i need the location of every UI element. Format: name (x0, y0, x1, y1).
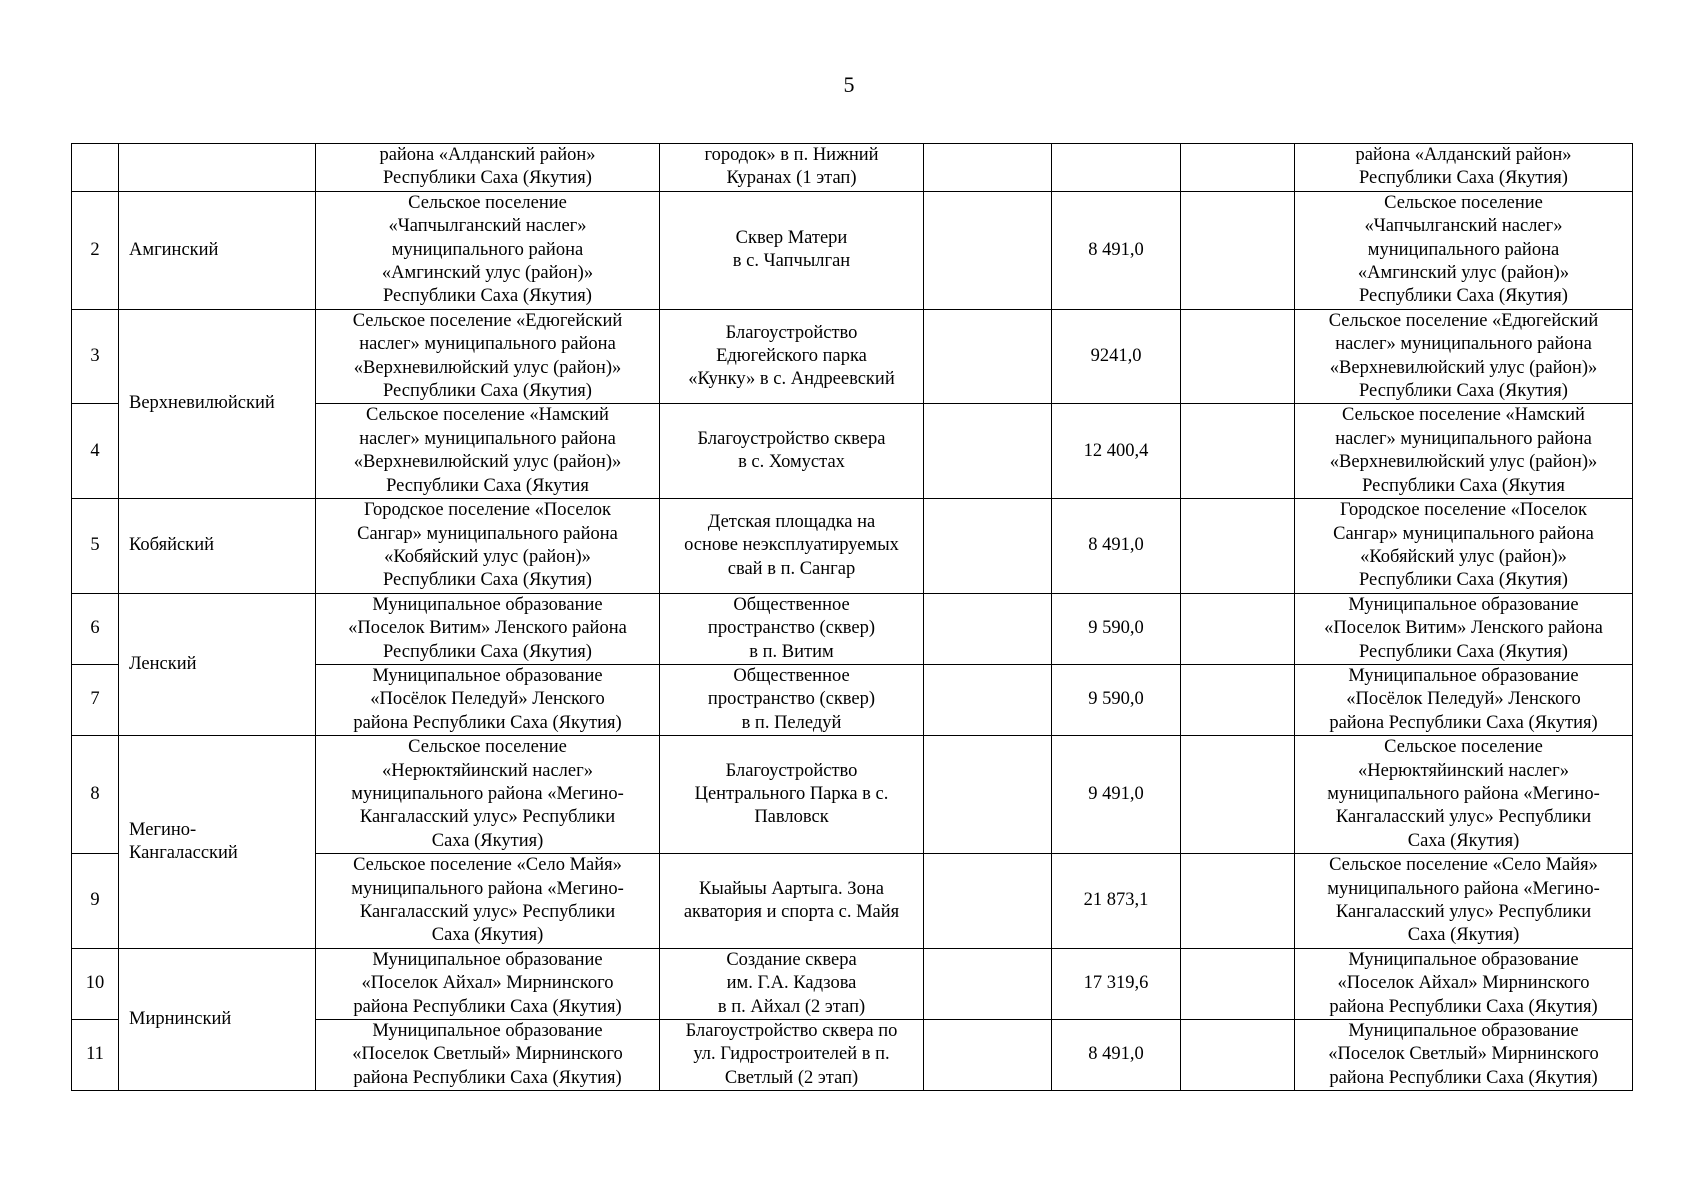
recipient-cell-line: Муниципальное образование (1348, 594, 1579, 615)
municipality-cell-line: Сельское поселение (408, 192, 567, 213)
recipient-cell-line: Саха (Якутия) (1407, 925, 1520, 946)
recipient-cell-line: Сельское поселение (1384, 192, 1543, 213)
row-number-cell: 3 (72, 309, 119, 404)
recipient-cell (1295, 948, 1633, 1019)
recipient-cell-line: Муниципальное образование (1348, 665, 1579, 686)
municipality-cell-line: «Верхневилюйский улус (район)» (353, 357, 622, 378)
municipality-cell (316, 736, 660, 854)
recipient-cell-line: «Нерюктяйинский наслег» (1358, 760, 1569, 781)
empty-cell (924, 948, 1052, 1019)
amount-cell: 9241,0 (1052, 309, 1181, 404)
district-cell (119, 948, 316, 1090)
amount-cell: 9 590,0 (1052, 664, 1181, 735)
recipient-cell-line: муниципального района «Мегино- (1327, 783, 1600, 804)
municipality-cell (316, 499, 660, 594)
empty-cell (1181, 309, 1295, 404)
municipality-cell-line: района Республики Саха (Якутия) (353, 1067, 622, 1088)
municipality-cell-line: муниципального района (391, 239, 584, 260)
recipient-cell-line: района Республики Саха (Якутия) (1329, 712, 1598, 733)
object-cell-line: Благоустройство сквера (697, 428, 886, 449)
empty-cell (1181, 664, 1295, 735)
recipient-cell-line: Муниципальное образование (1348, 1021, 1579, 1042)
empty-cell (924, 736, 1052, 854)
page-number: 5 (843, 72, 855, 97)
recipient-cell-line: муниципального района (1367, 239, 1560, 260)
recipient-cell-line: Кангаласский улус» Республики (1335, 807, 1592, 828)
empty-cell (924, 144, 1052, 192)
row-number-cell: 9 (72, 854, 119, 949)
object-cell-line: Светлый (2 этап) (724, 1067, 859, 1088)
row-number-cell: 8 (72, 736, 119, 854)
municipality-cell-line: района Республики Саха (Якутия) (353, 712, 622, 733)
recipient-cell-line: муниципального района «Мегино- (1327, 878, 1600, 899)
municipality-cell-line: Муниципальное образование (372, 594, 603, 615)
empty-cell (924, 1020, 1052, 1091)
municipality-cell (316, 191, 660, 309)
recipient-cell-line: Сангар» муниципального района (1333, 523, 1594, 544)
object-cell-line: Детская площадка на (707, 511, 876, 532)
amount-cell (1052, 144, 1181, 192)
municipality-cell-line: Муниципальное образование (372, 949, 603, 970)
row-number-cell: 11 (72, 1020, 119, 1091)
empty-cell (1181, 593, 1295, 664)
object-cell (660, 854, 924, 949)
municipality-cell-line: Сельское поселение «Село Майя» (353, 855, 622, 876)
municipality-cell-line: «Поселок Айхал» Мирнинского (361, 973, 614, 994)
district-cell (119, 593, 316, 735)
recipient-cell-line: Республики Саха (Якутия) (1359, 641, 1568, 662)
object-cell-line: пространство (сквер) (707, 618, 876, 639)
empty-cell (1181, 499, 1295, 594)
recipient-cell-line: Сельское поселение «Едюгейский (1328, 310, 1599, 331)
empty-cell (1181, 191, 1295, 309)
municipality-cell-line: «Чапчылганский наслег» (388, 216, 587, 237)
amount-cell: 17 319,6 (1052, 948, 1181, 1019)
municipality-cell (316, 948, 660, 1019)
recipient-cell-line: Республики Саха (Якутия (1362, 475, 1565, 496)
recipient-cell-line: «Верхневилюйский улус (район)» (1329, 357, 1598, 378)
municipality-cell-line: «Поселок Светлый» Мирнинского (352, 1044, 623, 1065)
table-row (72, 948, 1633, 1019)
district-cell-line: Верхневилюйский (129, 393, 275, 414)
district-cell (119, 499, 316, 594)
recipient-cell (1295, 191, 1633, 309)
recipient-cell (1295, 404, 1633, 499)
object-cell (660, 736, 924, 854)
municipality-cell (316, 854, 660, 949)
object-cell-line: ул. Гидростроителей в п. (693, 1044, 890, 1065)
object-cell (660, 593, 924, 664)
empty-cell (1181, 404, 1295, 499)
object-cell-line: «Кунку» в с. Андреевский (688, 369, 895, 390)
empty-cell (924, 664, 1052, 735)
municipality-cell (316, 1020, 660, 1091)
recipient-cell-line: Саха (Якутия) (1407, 830, 1520, 851)
recipient-cell-line: наслег» муниципального района (1335, 428, 1592, 449)
recipient-cell-line: Кангаласский улус» Республики (1335, 902, 1592, 922)
recipient-cell-line: Республики Саха (Якутия) (1359, 381, 1568, 402)
district-cell (119, 144, 316, 192)
object-cell-line: Едюгейского парка (716, 345, 867, 366)
municipality-cell-line: Республики Саха (Якутия) (383, 168, 592, 189)
recipient-cell-line: Республики Саха (Якутия) (1359, 168, 1568, 189)
municipality-cell-line: Республики Саха (Якутия) (383, 381, 592, 402)
municipality-cell-line: Сангар» муниципального района (357, 523, 618, 544)
municipality-cell (316, 664, 660, 735)
district-cell (119, 309, 316, 498)
empty-cell (1181, 1020, 1295, 1091)
row-number-cell: 5 (72, 499, 119, 594)
recipient-cell (1295, 1020, 1633, 1091)
recipient-cell (1295, 664, 1633, 735)
municipality-cell-line: Республики Саха (Якутия) (383, 641, 592, 662)
district-cell-line: Амгинский (129, 239, 219, 260)
amount-cell: 9 491,0 (1052, 736, 1181, 854)
empty-cell (1181, 144, 1295, 192)
object-cell-line: Благоустройство (725, 322, 858, 343)
recipient-cell-line: района Республики Саха (Якутия) (1329, 1067, 1598, 1088)
amount-cell: 9 590,0 (1052, 593, 1181, 664)
municipality-cell (316, 144, 660, 192)
municipality-cell-line: «Посёлок Пеледуй» Ленского (370, 689, 605, 710)
row-number-cell: 6 (72, 593, 119, 664)
object-cell-line: основе неэксплуатируемых (684, 535, 899, 556)
amount-cell: 12 400,4 (1052, 404, 1181, 499)
object-cell-line: свай в п. Сангар (727, 558, 856, 579)
district-cell-line: Мегино- (129, 819, 197, 840)
amount-cell: 8 491,0 (1052, 191, 1181, 309)
empty-cell (924, 499, 1052, 594)
recipient-cell-line: «Кобяйский улус (район)» (1360, 546, 1567, 567)
recipient-cell (1295, 854, 1633, 949)
object-cell (660, 1020, 924, 1091)
recipient-cell (1295, 736, 1633, 854)
object-cell-line: Создание сквера (726, 949, 857, 970)
recipient-cell (1295, 309, 1633, 404)
recipient-cell-line: Республики Саха (Якутия) (1359, 570, 1568, 591)
municipality-cell-line: муниципального района «Мегино- (351, 878, 624, 899)
object-cell (660, 309, 924, 404)
municipality-cell-line: Сельское поселение «Намский (366, 405, 609, 426)
object-cell (660, 404, 924, 499)
object-cell-line: Куранах (1 этап) (726, 168, 857, 189)
municipality-cell-line: Муниципальное образование (372, 1021, 603, 1042)
recipient-cell-line: «Чапчылганский наслег» (1364, 216, 1563, 237)
recipient-cell-line: «Поселок Айхал» Мирнинского (1337, 973, 1590, 994)
empty-cell (1181, 948, 1295, 1019)
object-cell-line: в п. Айхал (2 этап) (717, 996, 866, 1017)
row-number-cell: 7 (72, 664, 119, 735)
row-number-cell (72, 144, 119, 192)
recipient-cell-line: «Посёлок Пеледуй» Ленского (1346, 689, 1581, 710)
row-number-cell: 10 (72, 948, 119, 1019)
recipient-cell-line: Муниципальное образование (1348, 949, 1579, 970)
municipality-cell-line: «Нерюктяйинский наслег» (382, 760, 593, 781)
object-cell (660, 948, 924, 1019)
subsidy-table (71, 143, 1633, 1091)
municipality-cell-line: «Амгинский улус (район)» (381, 263, 594, 284)
empty-cell (1181, 736, 1295, 854)
row-number-cell: 2 (72, 191, 119, 309)
recipient-cell (1295, 144, 1633, 192)
object-cell-line: городок» в п. Нижний (704, 145, 879, 165)
municipality-cell-line: наслег» муниципального района (359, 334, 616, 355)
recipient-cell-line: «Поселок Светлый» Мирнинского (1328, 1044, 1599, 1065)
municipality-cell (316, 404, 660, 499)
empty-cell (924, 309, 1052, 404)
table-row (72, 736, 1633, 854)
municipality-cell-line: Кангаласский улус» Республики (359, 807, 616, 828)
object-cell-line: в п. Витим (749, 641, 834, 662)
object-cell-line: акватория и спорта с. Майя (683, 902, 900, 922)
object-cell-line: пространство (сквер) (707, 689, 876, 710)
empty-cell (1181, 854, 1295, 949)
empty-cell (924, 404, 1052, 499)
recipient-cell-line: района Республики Саха (Якутия) (1329, 996, 1598, 1017)
district-cell-line: Мирнинский (129, 1008, 232, 1029)
district-cell-line: Ленский (129, 653, 197, 674)
object-cell (660, 144, 924, 192)
municipality-cell-line: Кангаласский улус» Республики (359, 902, 616, 922)
recipient-cell-line: наслег» муниципального района (1335, 334, 1592, 355)
recipient-cell-line: Сельское поселение «Намский (1342, 405, 1585, 426)
row-number-cell: 4 (72, 404, 119, 499)
recipient-cell (1295, 499, 1633, 594)
municipality-cell-line: Городское поселение «Поселок (363, 500, 612, 521)
amount-cell: 8 491,0 (1052, 499, 1181, 594)
object-cell (660, 664, 924, 735)
object-cell-line: им. Г.А. Кадзова (726, 973, 857, 994)
recipient-cell-line: Республики Саха (Якутия) (1359, 286, 1568, 307)
recipient-cell-line: района «Алданский район» (1355, 145, 1572, 165)
municipality-cell-line: наслег» муниципального района (359, 428, 616, 449)
amount-cell: 8 491,0 (1052, 1020, 1181, 1091)
municipality-cell-line: Сельское поселение (408, 737, 567, 758)
empty-cell (924, 593, 1052, 664)
district-cell-line: Кангаласский (129, 842, 238, 863)
empty-cell (924, 191, 1052, 309)
district-cell-line: Кобяйский (129, 535, 215, 556)
table-row (72, 499, 1633, 594)
recipient-cell-line: «Поселок Витим» Ленского района (1324, 618, 1603, 639)
recipient-cell-line: «Верхневилюйский улус (район)» (1329, 452, 1598, 473)
empty-cell (924, 854, 1052, 949)
object-cell-line: в с. Хомустах (738, 452, 845, 473)
object-cell-line: Благоустройство (725, 760, 858, 781)
object-cell-line: в с. Чапчылган (732, 251, 851, 272)
object-cell-line: Центрального Парка в с. (694, 783, 889, 804)
municipality-cell-line: «Кобяйский улус (район)» (384, 546, 591, 567)
municipality-cell-line: Республики Саха (Якутия) (383, 286, 592, 307)
municipality-cell-line: района Республики Саха (Якутия) (353, 996, 622, 1017)
table-body (72, 144, 1633, 1091)
object-cell-line: Павловск (754, 807, 829, 828)
municipality-cell-line: Республики Саха (Якутия) (383, 570, 592, 591)
municipality-cell-line: Муниципальное образование (372, 665, 603, 686)
municipality-cell-line: «Верхневилюйский улус (район)» (353, 452, 622, 473)
object-cell (660, 191, 924, 309)
table-row (72, 144, 1633, 192)
municipality-cell-line: «Поселок Витим» Ленского района (348, 618, 627, 639)
object-cell-line: в п. Пеледуй (741, 712, 842, 733)
object-cell-line: Сквер Матери (735, 227, 848, 248)
amount-cell: 21 873,1 (1052, 854, 1181, 949)
municipality-cell-line: Саха (Якутия) (431, 830, 544, 851)
object-cell (660, 499, 924, 594)
municipality-cell-line: Республики Саха (Якутия (386, 475, 589, 496)
municipality-cell-line: Сельское поселение «Едюгейский (352, 310, 623, 331)
recipient-cell-line: Городское поселение «Поселок (1339, 500, 1588, 521)
municipality-cell (316, 309, 660, 404)
district-cell (119, 736, 316, 949)
object-cell-line: Кыайыы Аартыга. Зона (699, 878, 884, 899)
table-row (72, 593, 1633, 664)
recipient-cell (1295, 593, 1633, 664)
municipality-cell-line: Саха (Якутия) (431, 925, 544, 946)
municipality-cell-line: района «Алданский район» (379, 145, 596, 165)
object-cell-line: Благоустройство сквера по (685, 1021, 898, 1042)
district-cell (119, 191, 316, 309)
municipality-cell-line: муниципального района «Мегино- (351, 783, 624, 804)
recipient-cell-line: Сельское поселение «Село Майя» (1329, 855, 1598, 876)
municipality-cell (316, 593, 660, 664)
object-cell-line: Общественное (733, 594, 850, 615)
recipient-cell-line: «Амгинский улус (район)» (1357, 263, 1570, 284)
table-row (72, 191, 1633, 309)
recipient-cell-line: Сельское поселение (1384, 737, 1543, 758)
table-row (72, 309, 1633, 404)
object-cell-line: Общественное (733, 665, 850, 686)
